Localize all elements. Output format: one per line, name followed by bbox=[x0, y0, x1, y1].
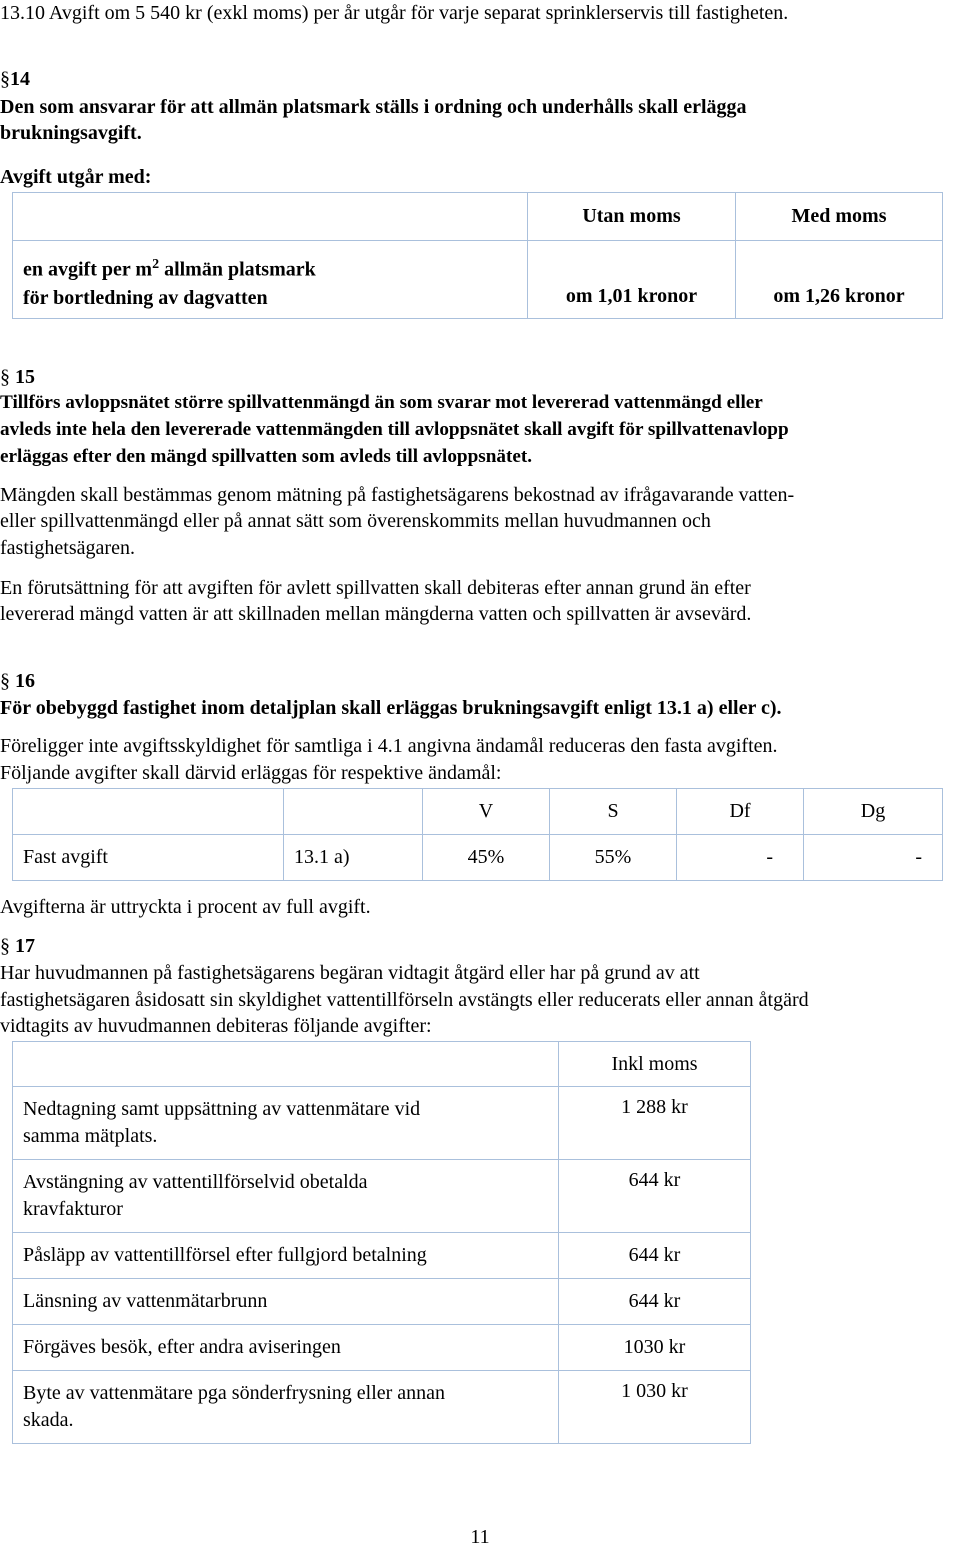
section-symbol: § bbox=[0, 935, 10, 957]
service-fee: 644 kr bbox=[559, 1279, 751, 1325]
fixed-fee-table bbox=[12, 788, 943, 881]
section-14-text-line: brukningsavgift. bbox=[0, 122, 142, 144]
paragraph-line: Har huvudmannen på fastighetsägarens begäran vidtagit åtgärd eller har på grund av att bbox=[0, 962, 700, 984]
paragraph-line: eller spillvattenmängd eller på annat sätt som överenskommits mellan huvudmannen och bbox=[0, 510, 711, 532]
paragraph-line: Mängden skall bestämmas genom mätning på fastighetsägarens bekostnad av ifrågavarande vatten- bbox=[0, 484, 795, 506]
service-fee: 644 kr bbox=[559, 1233, 751, 1279]
paragraph-line: levererad mängd vatten är att skillnaden mellan mängderna vatten och spillvatten är avsevärd. bbox=[0, 603, 752, 625]
row-label bbox=[13, 241, 528, 319]
column-header: S bbox=[550, 789, 677, 835]
service-fee-table bbox=[12, 1041, 751, 1444]
row-label: Fast avgift bbox=[13, 835, 284, 881]
column-header: Inkl moms bbox=[559, 1042, 751, 1087]
section-16-bold-line: För obebyggd fastighet inom detaljplan skall erläggas brukningsavgift enligt 13.1 a) eller c). bbox=[0, 697, 782, 719]
section-15-heading bbox=[0, 364, 35, 390]
paragraph-line: Följande avgifter skall därvid erläggas för respektive ändamål: bbox=[0, 762, 502, 784]
section-number: 16 bbox=[15, 670, 35, 692]
fee-percent: 45% bbox=[423, 835, 550, 881]
paragraph-line: fastighetsägaren åsidosatt sin skyldighet vattentillförseln avstängts eller reducerats eller annan åtgärd bbox=[0, 989, 809, 1011]
service-label bbox=[13, 1160, 559, 1233]
label-line: Avstängning av vattentillförselvid obetalda bbox=[23, 1171, 368, 1193]
empty-cell bbox=[13, 789, 284, 835]
intro-text: 13.10 Avgift om 5 540 kr (exkl moms) per år utgår för varje separat sprinklerservis till fastigheten. bbox=[0, 2, 789, 24]
column-header: Df bbox=[677, 789, 804, 835]
section-16-heading bbox=[0, 668, 35, 694]
dagvatten-fee-table bbox=[12, 192, 943, 319]
section-number: 14 bbox=[10, 68, 30, 90]
service-fee: 644 kr bbox=[559, 1160, 751, 1233]
column-header: Utan moms bbox=[528, 193, 736, 241]
column-header: Dg bbox=[804, 789, 943, 835]
label-line: Byte av vattenmätare pga sönderfrysning eller annan bbox=[23, 1382, 446, 1404]
section-17-heading bbox=[0, 933, 35, 959]
column-header: V bbox=[423, 789, 550, 835]
page-number: 11 bbox=[470, 1526, 490, 1548]
label-line: samma mätplats. bbox=[23, 1125, 158, 1147]
fee-percent: - bbox=[804, 835, 943, 881]
row-label-part: för bortledning av dagvatten bbox=[23, 286, 268, 309]
section-14-lead: Avgift utgår med: bbox=[0, 166, 152, 188]
service-label bbox=[13, 1087, 559, 1160]
section-number: 17 bbox=[15, 935, 35, 957]
paragraph-line: vidtagits av huvudmannen debiteras följande avgifter: bbox=[0, 1015, 432, 1037]
paragraph-line: fastighetsägaren. bbox=[0, 537, 135, 559]
service-label: Länsning av vattenmätarbrunn bbox=[13, 1279, 559, 1325]
section-number: 15 bbox=[15, 366, 35, 388]
service-fee: 1030 kr bbox=[559, 1325, 751, 1371]
service-label: Påsläpp av vattentillförsel efter fullgjord betalning bbox=[13, 1233, 559, 1279]
row-reference: 13.1 a) bbox=[284, 835, 423, 881]
section-15-bold-line: Tillförs avloppsnätet större spillvattenmängd än som svarar mot levererad vattenmängd eller bbox=[0, 392, 763, 413]
label-line: Nedtagning samt uppsättning av vattenmätare vid bbox=[23, 1098, 421, 1120]
section-symbol: § bbox=[0, 366, 10, 388]
service-fee: 1 030 kr bbox=[559, 1371, 751, 1444]
section-14-text-line: Den som ansvarar för att allmän platsmark ställs i ordning och underhålls skall erlägga bbox=[0, 96, 747, 118]
fee-percent: - bbox=[677, 835, 804, 881]
label-line: kravfakturor bbox=[23, 1198, 123, 1220]
label-line: skada. bbox=[23, 1409, 74, 1431]
service-label bbox=[13, 1371, 559, 1444]
superscript: 2 bbox=[152, 257, 160, 273]
paragraph-line: Föreligger inte avgiftsskyldighet för samtliga i 4.1 angivna ändamål reduceras den fasta avgiften. bbox=[0, 735, 778, 757]
section-14-heading bbox=[0, 66, 30, 92]
row-label-part: en avgift per m bbox=[23, 258, 153, 281]
section-15-bold-line: avleds inte hela den levererade vattenmängden till avloppsnätet skall avgift för spillvattenavlopp bbox=[0, 419, 789, 440]
paragraph-line: En förutsättning för att avgiften för avlett spillvatten skall debiteras efter annan grund än efter bbox=[0, 577, 751, 599]
note-text: Avgifterna är uttryckta i procent av full avgift. bbox=[0, 896, 371, 918]
empty-cell bbox=[13, 1042, 559, 1087]
service-label: Förgäves besök, efter andra aviseringen bbox=[13, 1325, 559, 1371]
row-label-part: allmän platsmark bbox=[159, 258, 316, 281]
section-symbol: § bbox=[0, 68, 10, 90]
column-header: Med moms bbox=[736, 193, 943, 241]
service-fee: 1 288 kr bbox=[559, 1087, 751, 1160]
empty-cell bbox=[13, 193, 528, 241]
empty-cell bbox=[284, 789, 423, 835]
fee-value: om 1,26 kronor bbox=[736, 241, 943, 319]
fee-percent: 55% bbox=[550, 835, 677, 881]
section-15-bold-line: erläggas efter den mängd spillvatten som avleds till avloppsnätet. bbox=[0, 446, 533, 467]
fee-value: om 1,01 kronor bbox=[528, 241, 736, 319]
section-symbol: § bbox=[0, 670, 10, 692]
